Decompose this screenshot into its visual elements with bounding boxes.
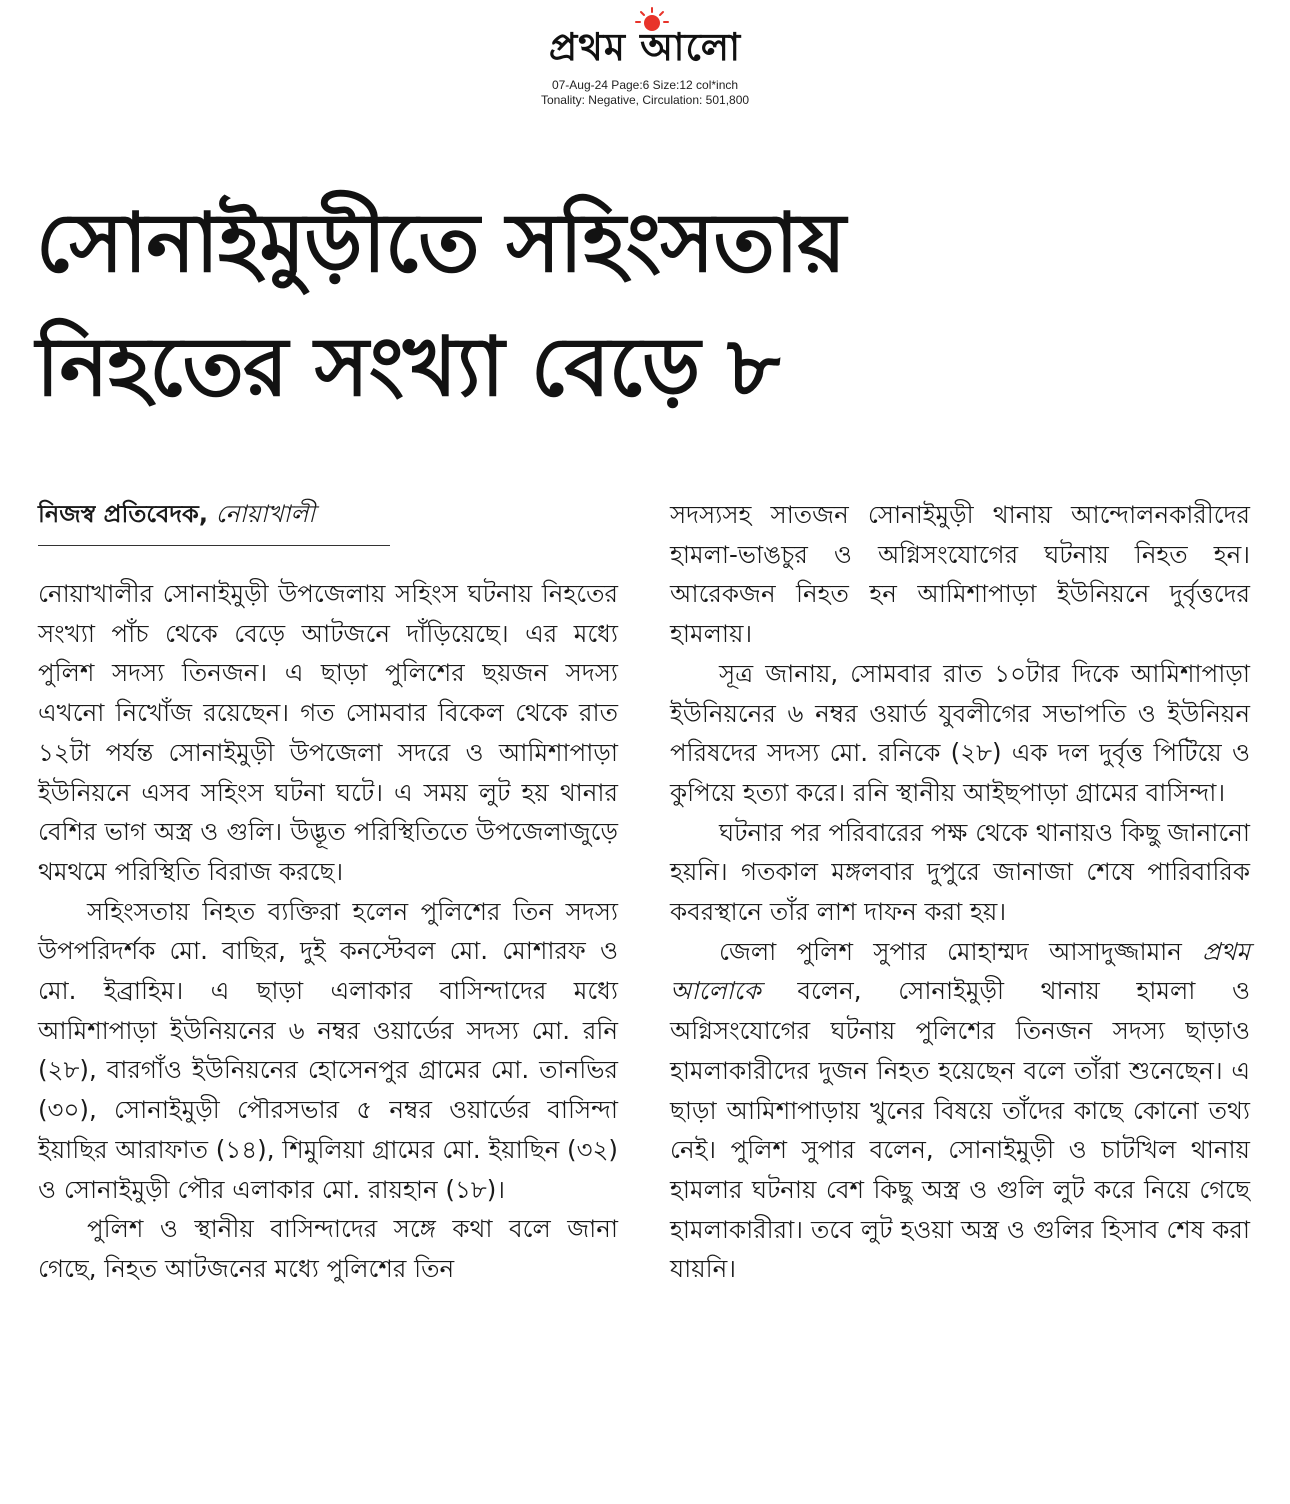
paragraph-1: নোয়াখালীর সোনাইমুড়ী উপজেলায় সহিংস ঘটনায় নিহতের সংখ্যা পাঁচ থেকে বেড়ে আটজনে দাঁড়িয়েছে। এর মধ্যে পুলিশ সদস্য তিনজন। এ ছাড়া পুলিশের ছয়জন সদস্য এখনো নিখোঁজ রয়েছেন। গত সোমবার বিকেল থেকে রাত ১২টা পর্যন্ত সোনাইমুড়ী উপজেলা সদরে ও আমিশাপাড়া ইউনিয়নে এসব সহিংস ঘটনা ঘটে। এ সময় লুট হয় থানার বেশির ভাগ অস্ত্র ও গুলি। উদ্ভূত পরিস্থিতিতে উপজেলাজুড়ে থমথমে পরিস্থিতি বিরাজ করছে।	[38, 579, 618, 886]
headline-line-1: সোনাইমুড়ীতে সহিংসতায়	[36, 196, 845, 291]
paragraph-5: সূত্র জানায়, সোমবার রাত ১০টার দিকে আমিশাপাড়া ইউনিয়নের ৬ নম্বর ওয়ার্ড যুবলীগের সভাপতি ও ইউনিয়ন পরিষদের সদস্য মো. রনিকে (২৮) এক দল দুর্বৃত্ত পিটিয়ে ও কুপিয়ে হত্যা করে। রনি স্থানীয় আইছপাড়া গ্রামের বাসিন্দা।	[670, 658, 1250, 807]
paragraph-7-lead: জেলা পুলিশ সুপার মোহাম্মদ আসাদুজ্জামান	[719, 936, 1182, 966]
paragraph-7-rest: বলেন, সোনাইমুড়ী থানায় হামলা ও অগ্নিসংযোগের ঘটনায় পুলিশের তিনজন সদস্য ছাড়াও হামলাকারীদের দুজন নিহত হয়েছেন বলে তাঁরা শুনেছেন। এ ছাড়া আমিশাপাড়ায় খুনের বিষয়ে তাঁদের কাছে কোনো তথ্য নেই। পুলিশ সুপার বলেন, সোনাইমুড়ী ও চাটখিল থানায় হামলার ঘটনায় বেশ কিছু অস্ত্র ও গুলি লুট করে নিয়ে গেছে হামলাকারীরা। তবে লুট হওয়া অস্ত্র ও গুলির হিসাব শেষ করা যায়নি।	[670, 976, 1250, 1284]
paragraph-3: পুলিশ ও স্থানীয় বাসিন্দাদের সঙ্গে কথা বলে জানা গেছে, নিহত আটজনের মধ্যে পুলিশের তিন	[38, 1214, 618, 1283]
headline	[36, 182, 1236, 430]
clipping-meta-date: 07-Aug-24 Page:6 Size:12 col*inch	[551, 78, 739, 92]
clipping-meta-tonality: Tonality: Negative, Circulation: 501,800	[540, 93, 750, 107]
byline	[38, 495, 618, 535]
paragraph-7-publication: প্রথম আলোকে	[670, 936, 1251, 1006]
masthead	[0, 0, 1290, 110]
logo-text: প্রথম আলো	[548, 24, 742, 69]
byline-place: নোয়াখালী	[215, 500, 316, 528]
article-column-right	[670, 495, 1250, 1289]
paragraph-4: সদস্যসহ সাতজন সোনাইমুড়ী থানায় আন্দোলনকারীদের হামলা-ভাঙচুর ও অগ্নিসংযোগের ঘটনায় নিহত হন। আরেকজন নিহত হন আমিশাপাড়া ইউনিয়নে দুর্বৃত্তদের হামলায়।	[670, 500, 1250, 649]
headline-line-2: নিহতের সংখ্যা বেড়ে ৮	[36, 320, 780, 415]
newspaper-logo	[510, 4, 780, 72]
paragraph-6: ঘটনার পর পরিবারের পক্ষ থেকে থানায়ও কিছু জানানো হয়নি। গতকাল মঙ্গলবার দুপুরে জানাজা শেষে পারিবারিক কবরস্থানে তাঁর লাশ দাফন করা হয়।	[670, 817, 1250, 927]
byline-divider	[38, 545, 390, 546]
paragraph-7	[670, 932, 1250, 1289]
paragraph-2: সহিংসতায় নিহত ব্যক্তিরা হলেন পুলিশের তিন সদস্য উপপরিদর্শক মো. বাছির, দুই কনস্টেবল মো. মোশারফ ও মো. ইব্রাহিম। এ ছাড়া এলাকার বাসিন্দাদের মধ্যে আমিশাপাড়া ইউনিয়নের ৬ নম্বর ওয়ার্ডের সদস্য মো. রনি (২৮), বারগাঁও ইউনিয়নের হোসেনপুর গ্রামের মো. তানভির (৩০), সোনাইমুড়ী পৌরসভার ৫ নম্বর ওয়ার্ডের বাসিন্দা ইয়াছির আরাফাত (১৪), শিমুলিয়া গ্রামের মো. ইয়াছিন (৩২) ও সোনাইমুড়ী পৌর এলাকার মো. রায়হান (১৮)।	[38, 896, 618, 1204]
article-column-left	[38, 495, 618, 1289]
byline-author: নিজস্ব প্রতিবেদক,	[38, 500, 208, 528]
